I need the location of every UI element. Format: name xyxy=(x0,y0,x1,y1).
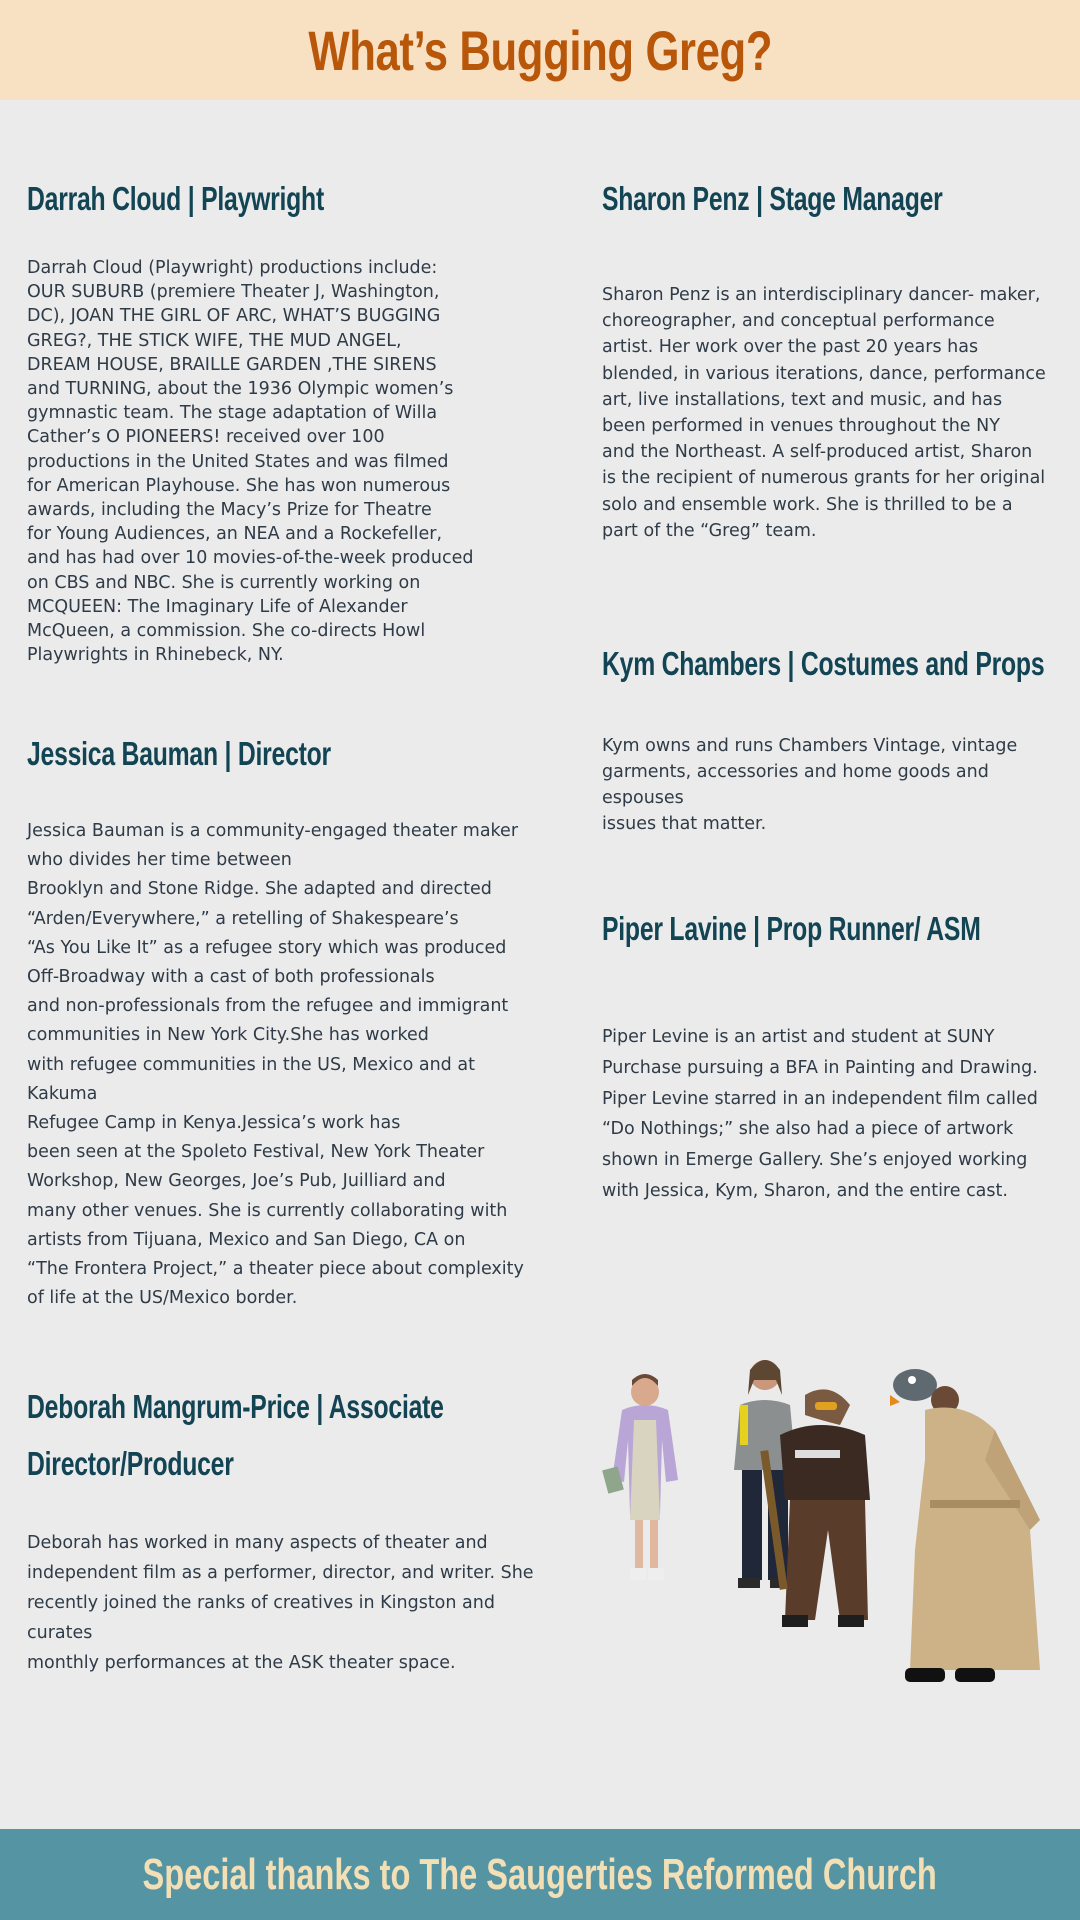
bio-heading: Darrah Cloud | Playwright xyxy=(27,180,324,217)
bio-text: Kym owns and runs Chambers Vintage, vintage garments, accessories and home goods and espouses issues that matter. xyxy=(602,736,1018,834)
bio-sharon-penz xyxy=(602,180,1062,544)
cast-member-lilac-jacket xyxy=(602,1374,678,1580)
bio-heading-line1: Deborah Mangrum-Price | Associate xyxy=(27,1388,444,1425)
bio-jessica-bauman xyxy=(27,735,547,1313)
bio-heading-line2: Director/Producer xyxy=(27,1445,234,1482)
bio-text: Sharon Penz is an interdisciplinary dancer- maker, choreographer, and conceptual performance artist. Her work over the past 20 years has blended, in various iterations, dance, performance art, live installations, text and music, and has been performed in venues throughout the NY and the Northeast. A self-produced artist, Sharon is the recipient of numerous grants for her original solo and ensemble work. She is thrilled to be a part of the “Greg” team. xyxy=(602,285,1046,541)
bio-text: Piper Levine is an artist and student at SUNY Purchase pursuing a BFA in Painting and Drawing. Piper Levine starred in an independent film called “Do Nothings;” she also had a piece of artwork shown in Emerge Gallery. She’s enjoyed working with Jessica, Kym, Sharon, and the entire cast. xyxy=(602,1027,1038,1201)
footer-thanks: Special thanks to The Saugerties Reformed Church xyxy=(142,1849,938,1899)
bio-darrah-cloud xyxy=(27,180,497,667)
bio-deborah-mangrum-price xyxy=(27,1378,547,1678)
bio-text: Jessica Bauman is a community-engaged theater maker who divides her time between Brooklyn and Stone Ridge. She adapted and directed “Arden/Everywhere,” a retelling of Shakespeare’s “As You Like It” as a refugee story which was produced Off-Broadway with a cast of both professionals and non-professionals from the refugee and immigrant communities in New York City.She has worked with refugee communities in the US, Mexico and at Kakuma Refugee Camp in Kenya.Jessica’s work has been seen at the Spoleto Festival, New York Theater Workshop, New Georges, Joe’s Pub, Juilliard and many other venues. She is currently collaborating with artists from Tijuana, Mexico and San Diego, CA on “The Frontera Project,” a theater piece about complexity of life at the US/Mexico border. xyxy=(27,821,524,1309)
cast-member-trench-coat xyxy=(890,1369,1040,1682)
bio-heading: Kym Chambers | Costumes and Props xyxy=(602,645,1045,682)
bio-piper-lavine xyxy=(602,910,1062,1207)
header-banner xyxy=(0,0,1080,100)
bio-kym-chambers xyxy=(602,645,1062,837)
footer-banner xyxy=(0,1829,1080,1920)
cast-photo xyxy=(600,1350,1075,1720)
page-title: What’s Bugging Greg? xyxy=(308,18,772,82)
bio-heading: Sharon Penz | Stage Manager xyxy=(602,180,943,217)
bio-heading: Jessica Bauman | Director xyxy=(27,735,331,772)
bio-text: Darrah Cloud (Playwright) productions include: OUR SUBURB (premiere Theater J, Washington, DC), JOAN THE GIRL OF ARC, WHAT’S BUGGING GREG?, THE STICK WIFE, THE MUD ANGEL, DREAM HOUSE, BRAILLE GARDEN ,THE SIRENS and TURNING, about the 1936 Olympic women’s gymnastic team. The stage adaptation of Willa Cather’s O PIONEERS! received over 100 productions in the United States and was filmed for American Playhouse. She has won numerous awards, including the Macy’s Prize for Theatre for Young Audiences, an NEA and a Rockefeller, and has had over 10 movies-of-the-week produced on CBS and NBC. She is currently working on MCQUEEN: The Imaginary Life of Alexander McQueen, a commission. She co-directs Howl Playwrights in Rhinebeck, NY. xyxy=(27,258,474,666)
bio-heading: Piper Lavine | Prop Runner/ ASM xyxy=(602,910,981,947)
bio-text: Deborah has worked in many aspects of theater and independent film as a performer, director, and writer. She recently joined the ranks of creatives in Kingston and curates monthly performances at the ASK theater space. xyxy=(27,1533,534,1673)
